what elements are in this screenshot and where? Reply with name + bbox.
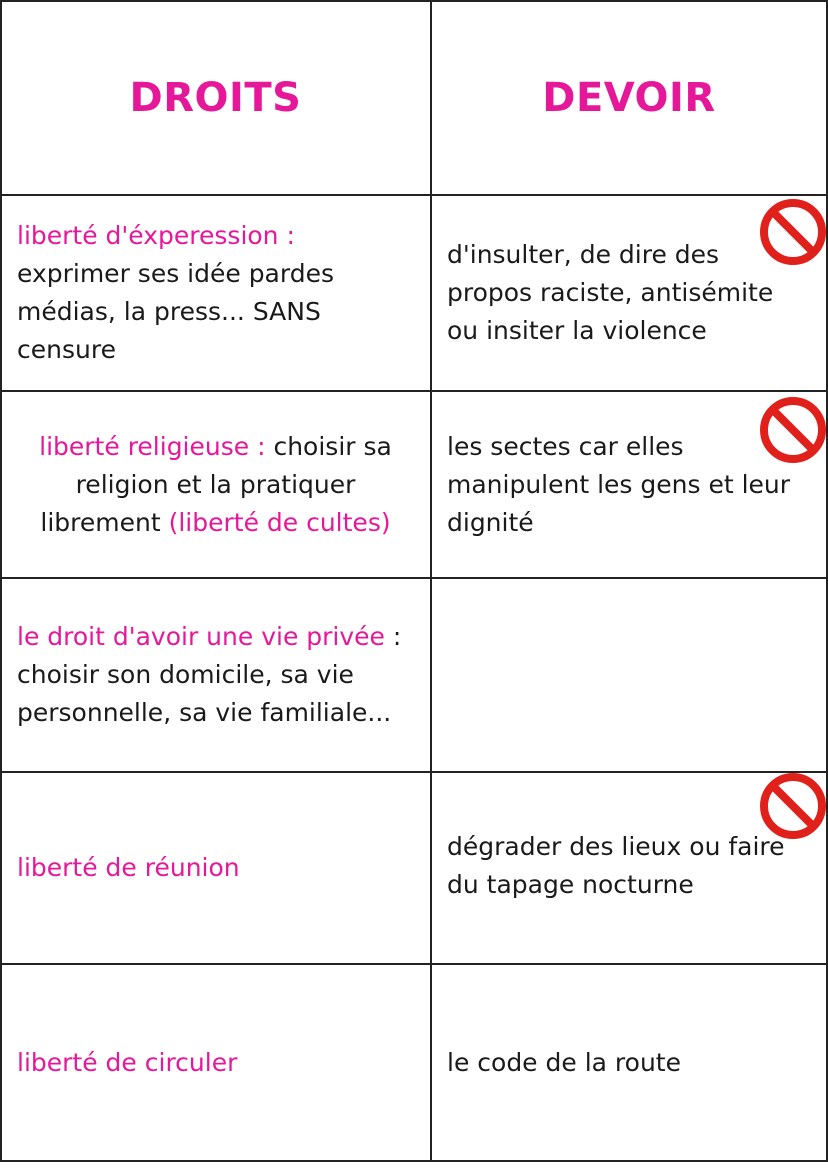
header-droits (1, 2, 430, 194)
droit-description: : choisir son domicile, sa vie personnelle, sa vie familiale... (17, 622, 402, 727)
droit-cell-expression (1, 196, 430, 390)
table-border-bottom (0, 1160, 828, 1162)
droit-text (17, 217, 414, 369)
droit-label: liberté d'éxperession : (17, 221, 295, 250)
devoir-text: d'insulter, de dire des propos raciste, antisémite ou insiter la violence (447, 240, 774, 345)
droit-text (17, 428, 414, 542)
devoir-cell-vie-privee (431, 579, 827, 771)
devoir-text: dégrader des lieux ou faire du tapage nocturne (447, 832, 785, 899)
header-devoir-label: DEVOIR (542, 75, 716, 121)
droit-label: liberté de circuler (17, 1047, 238, 1077)
header-devoir (431, 2, 827, 194)
droit-cell-reunion (1, 773, 430, 963)
droit-cell-religion (1, 392, 430, 577)
droit-label: liberté religieuse : (39, 431, 266, 461)
no-entry-icon (759, 396, 827, 464)
droit-cell-circuler (1, 965, 430, 1160)
droit-label-secondary: (liberté de cultes) (168, 507, 391, 537)
no-entry-icon (759, 198, 827, 266)
droit-text (17, 1044, 237, 1082)
devoir-cell-circuler (431, 965, 827, 1160)
header-droits-label: DROITS (129, 75, 302, 121)
droit-label: le droit d'avoir une vie privée (17, 622, 385, 651)
devoir-text: les sectes car elles manipulent les gens et leur dignité (447, 431, 791, 537)
devoir-text: le code de la route (447, 1047, 681, 1077)
droit-text (17, 849, 240, 887)
droit-label: liberté de réunion (17, 853, 240, 882)
droit-description: choisir sa religion et la pratiquer librement (40, 431, 392, 537)
no-entry-icon (759, 772, 827, 840)
droit-description: exprimer ses idée pardes médias, la press... SANS censure (17, 259, 334, 364)
droit-text (17, 618, 414, 732)
droit-cell-vie-privee (1, 579, 430, 771)
